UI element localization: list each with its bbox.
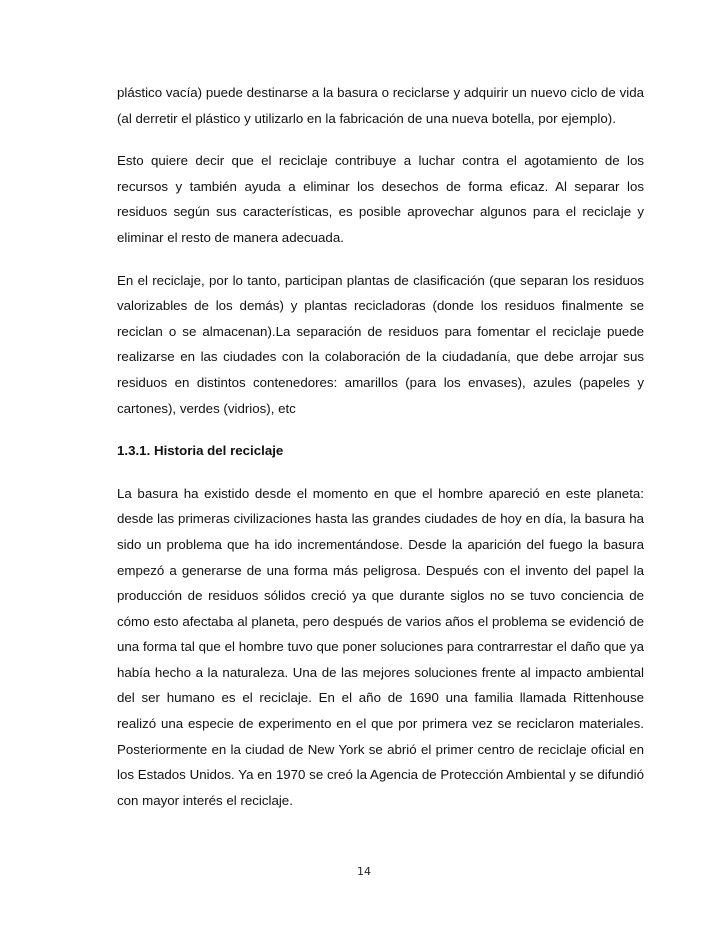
paragraph-recycling-plants: En el reciclaje, por lo tanto, participan plantas de clasificación (que separan los residuos valorizables de los demás) y plantas recicladoras (donde los residuos finalmente se reciclan o se almacenan).La separación de residuos para fomentar el reciclaje puede realizarse en las ciudades con la colaboración de la ciudadanía, que debe arrojar sus residuos en distintos contenedores: amarillos (para los envases), azules (papeles y cartones), verdes (vidrios), etc bbox=[117, 272, 644, 416]
paragraph-plastic-bottle: plástico vacía) puede destinarse a la basura o reciclarse y adquirir un nuevo ciclo de vida (al derretir el plástico y utilizarlo en la fabricación de una nueva botella, por ejemplo). bbox=[117, 85, 644, 126]
document-page bbox=[117, 80, 644, 813]
paragraph-spacer bbox=[117, 421, 644, 438]
paragraph-spacer bbox=[117, 464, 644, 481]
paragraph-recycling-benefits: Esto quiere decir que el reciclaje contribuye a luchar contra el agotamiento de los recursos y también ayuda a eliminar los desechos de forma eficaz. Al separar los residuos según sus características, es posible aprovechar algunos para el reciclaje y eliminar el resto de manera adecuada. bbox=[117, 153, 644, 245]
paragraph-spacer bbox=[117, 251, 644, 268]
page-number: 14 bbox=[357, 865, 371, 878]
section-heading: 1.3.1. Historia del reciclaje bbox=[117, 443, 284, 459]
paragraph-recycling-history: La basura ha existido desde el momento en que el hombre apareció en este planeta: desde las primeras civilizaciones hasta las grandes ciudades de hoy en día, la basura ha sido un problema que ha ido incrementándose. Desde la aparición del fuego la basura empezó a generarse de una forma más peligrosa. Después con el invento del papel la producción de residuos sólidos creció ya que durante siglos no se tuvo conciencia de cómo esto afectaba al planeta, pero después de varios años el problema se evidenció de una forma tal que el hombre tuvo que poner soluciones para contrarrestar el daño que ya había hecho a la naturaleza. Una de las mejores soluciones frente al impacto ambiental del ser humano es el reciclaje. En el año de 1690 una familia llamada Rittenhouse realizó una especie de experimento en el que por primera vez se reciclaron materiales. Posteriormente en la ciudad de New York se abrió el primer centro de reciclaje oficial en los Estados Unidos. Ya en 1970 se creó la Agencia de Protección Ambiental y se difundió con mayor interés el reciclaje. bbox=[117, 485, 644, 808]
paragraph-spacer bbox=[117, 131, 644, 148]
